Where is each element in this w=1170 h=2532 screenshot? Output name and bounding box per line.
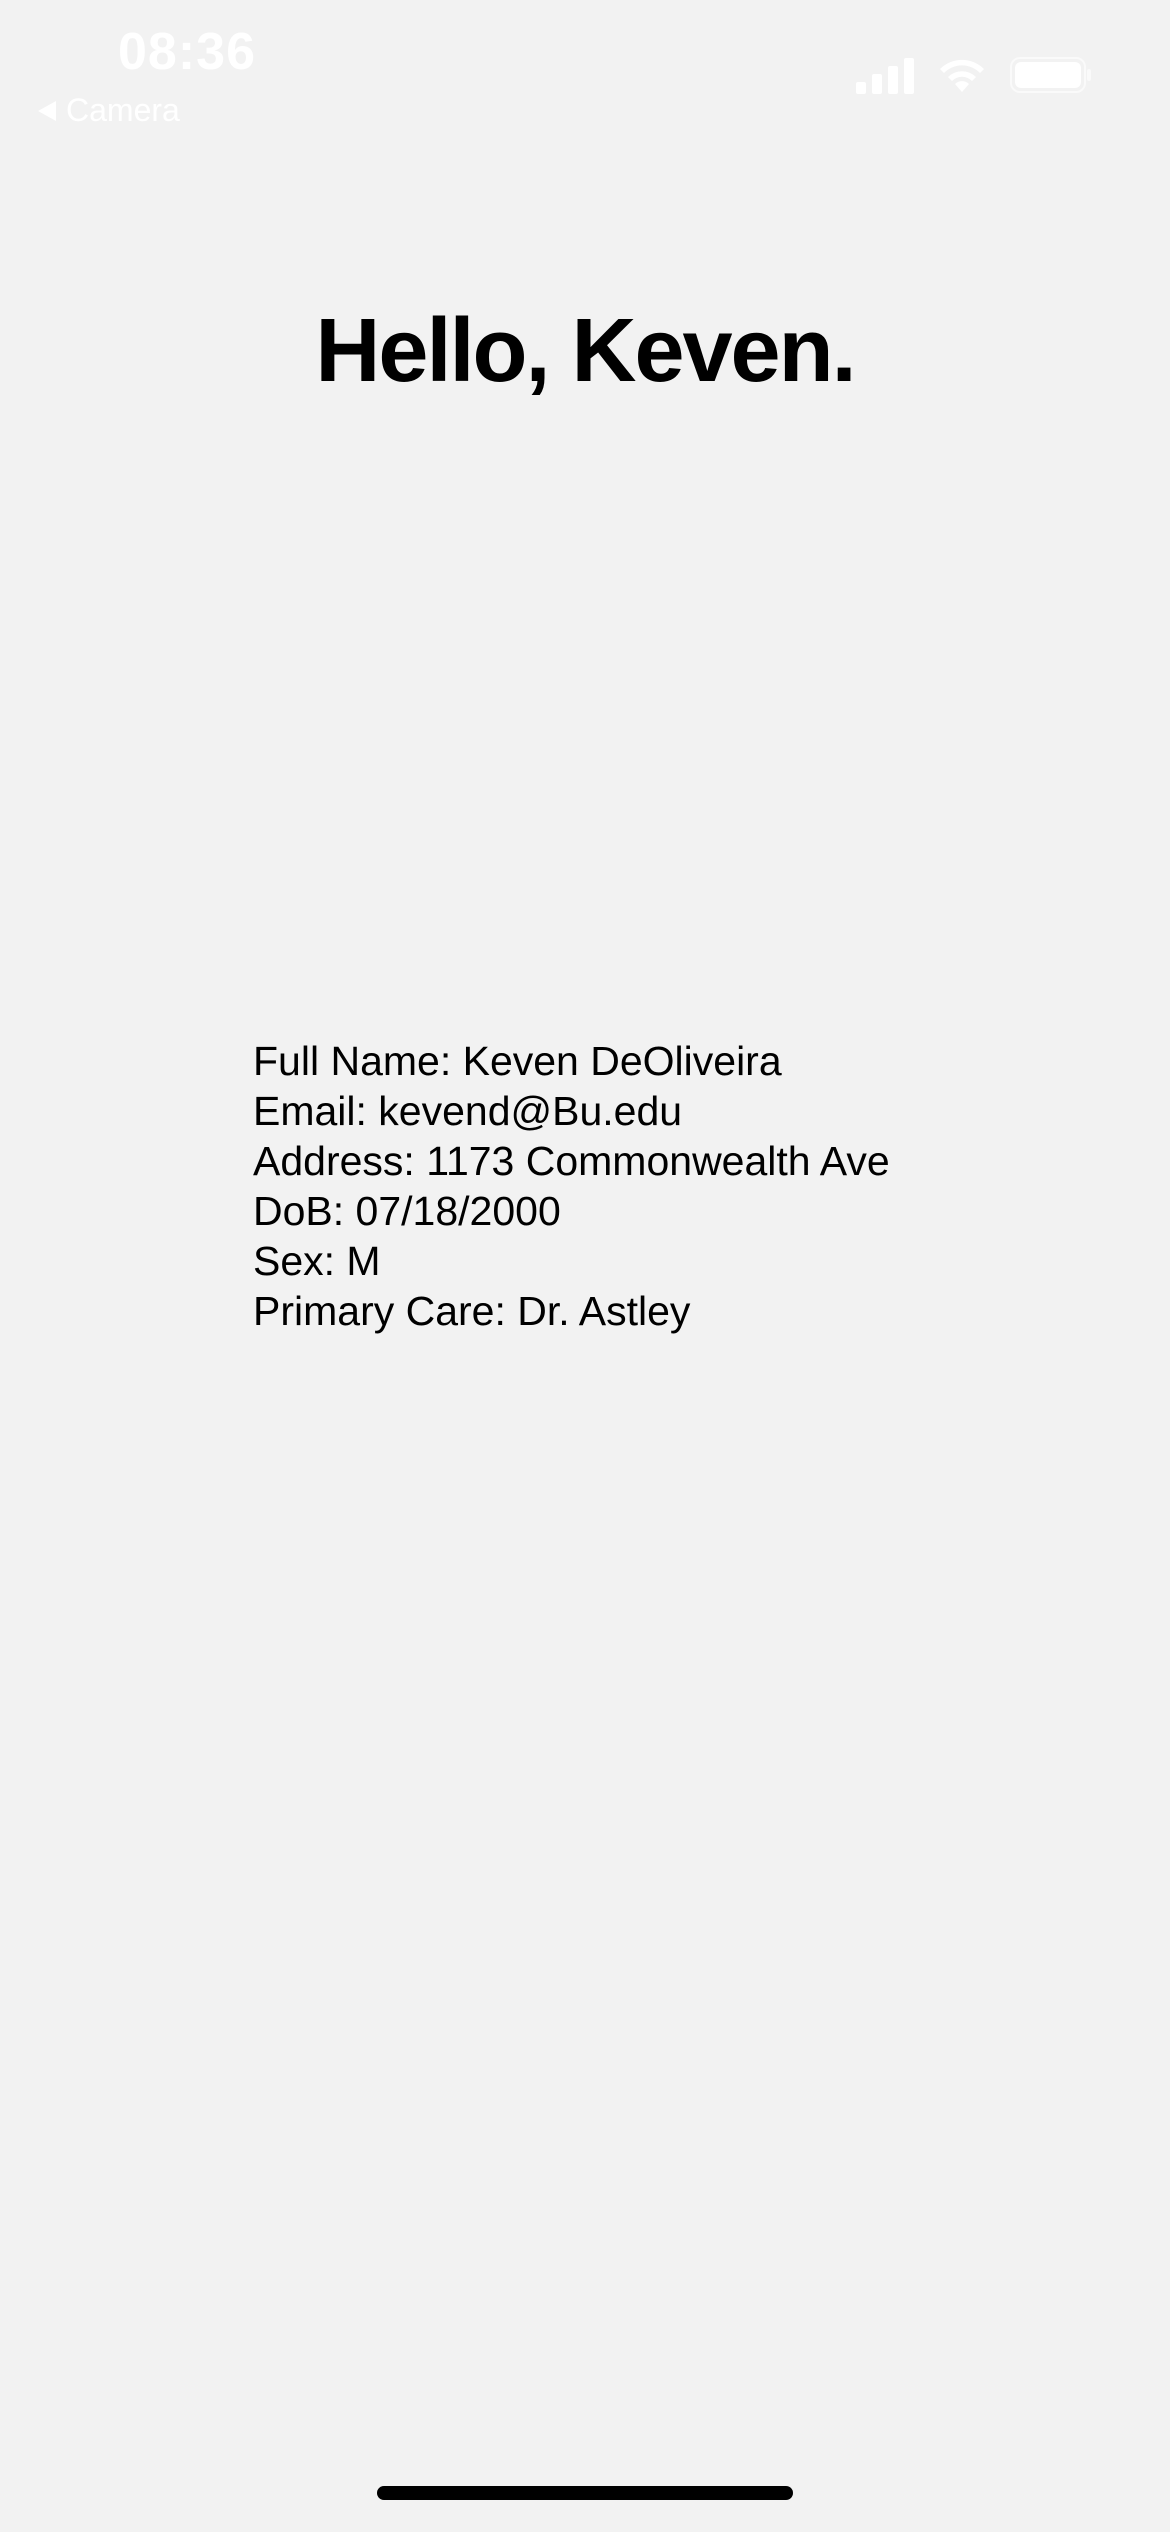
full-name-text: Full Name: Keven DeOliveira <box>253 1038 782 1084</box>
cellular-signal-icon <box>856 56 914 94</box>
profile-info <box>253 1036 890 1336</box>
status-icons <box>856 56 1092 94</box>
back-link-label: Camera <box>66 92 180 128</box>
dob-text: DoB: 07/18/2000 <box>253 1188 561 1234</box>
greeting-title: Hello, Keven. <box>315 301 855 401</box>
sex-text: Sex: M <box>253 1238 381 1284</box>
status-time: 08:36 <box>118 23 256 81</box>
battery-icon <box>1010 56 1092 94</box>
home-indicator[interactable] <box>377 2486 793 2500</box>
wifi-icon <box>936 56 988 94</box>
primary-care-text: Primary Care: Dr. Astley <box>253 1288 691 1334</box>
back-to-camera-link[interactable] <box>38 92 180 129</box>
back-chevron-icon <box>38 101 56 121</box>
address-text: Address: 1173 Commonwealth Ave <box>253 1138 890 1184</box>
email-text: Email: kevend@Bu.edu <box>253 1088 683 1134</box>
